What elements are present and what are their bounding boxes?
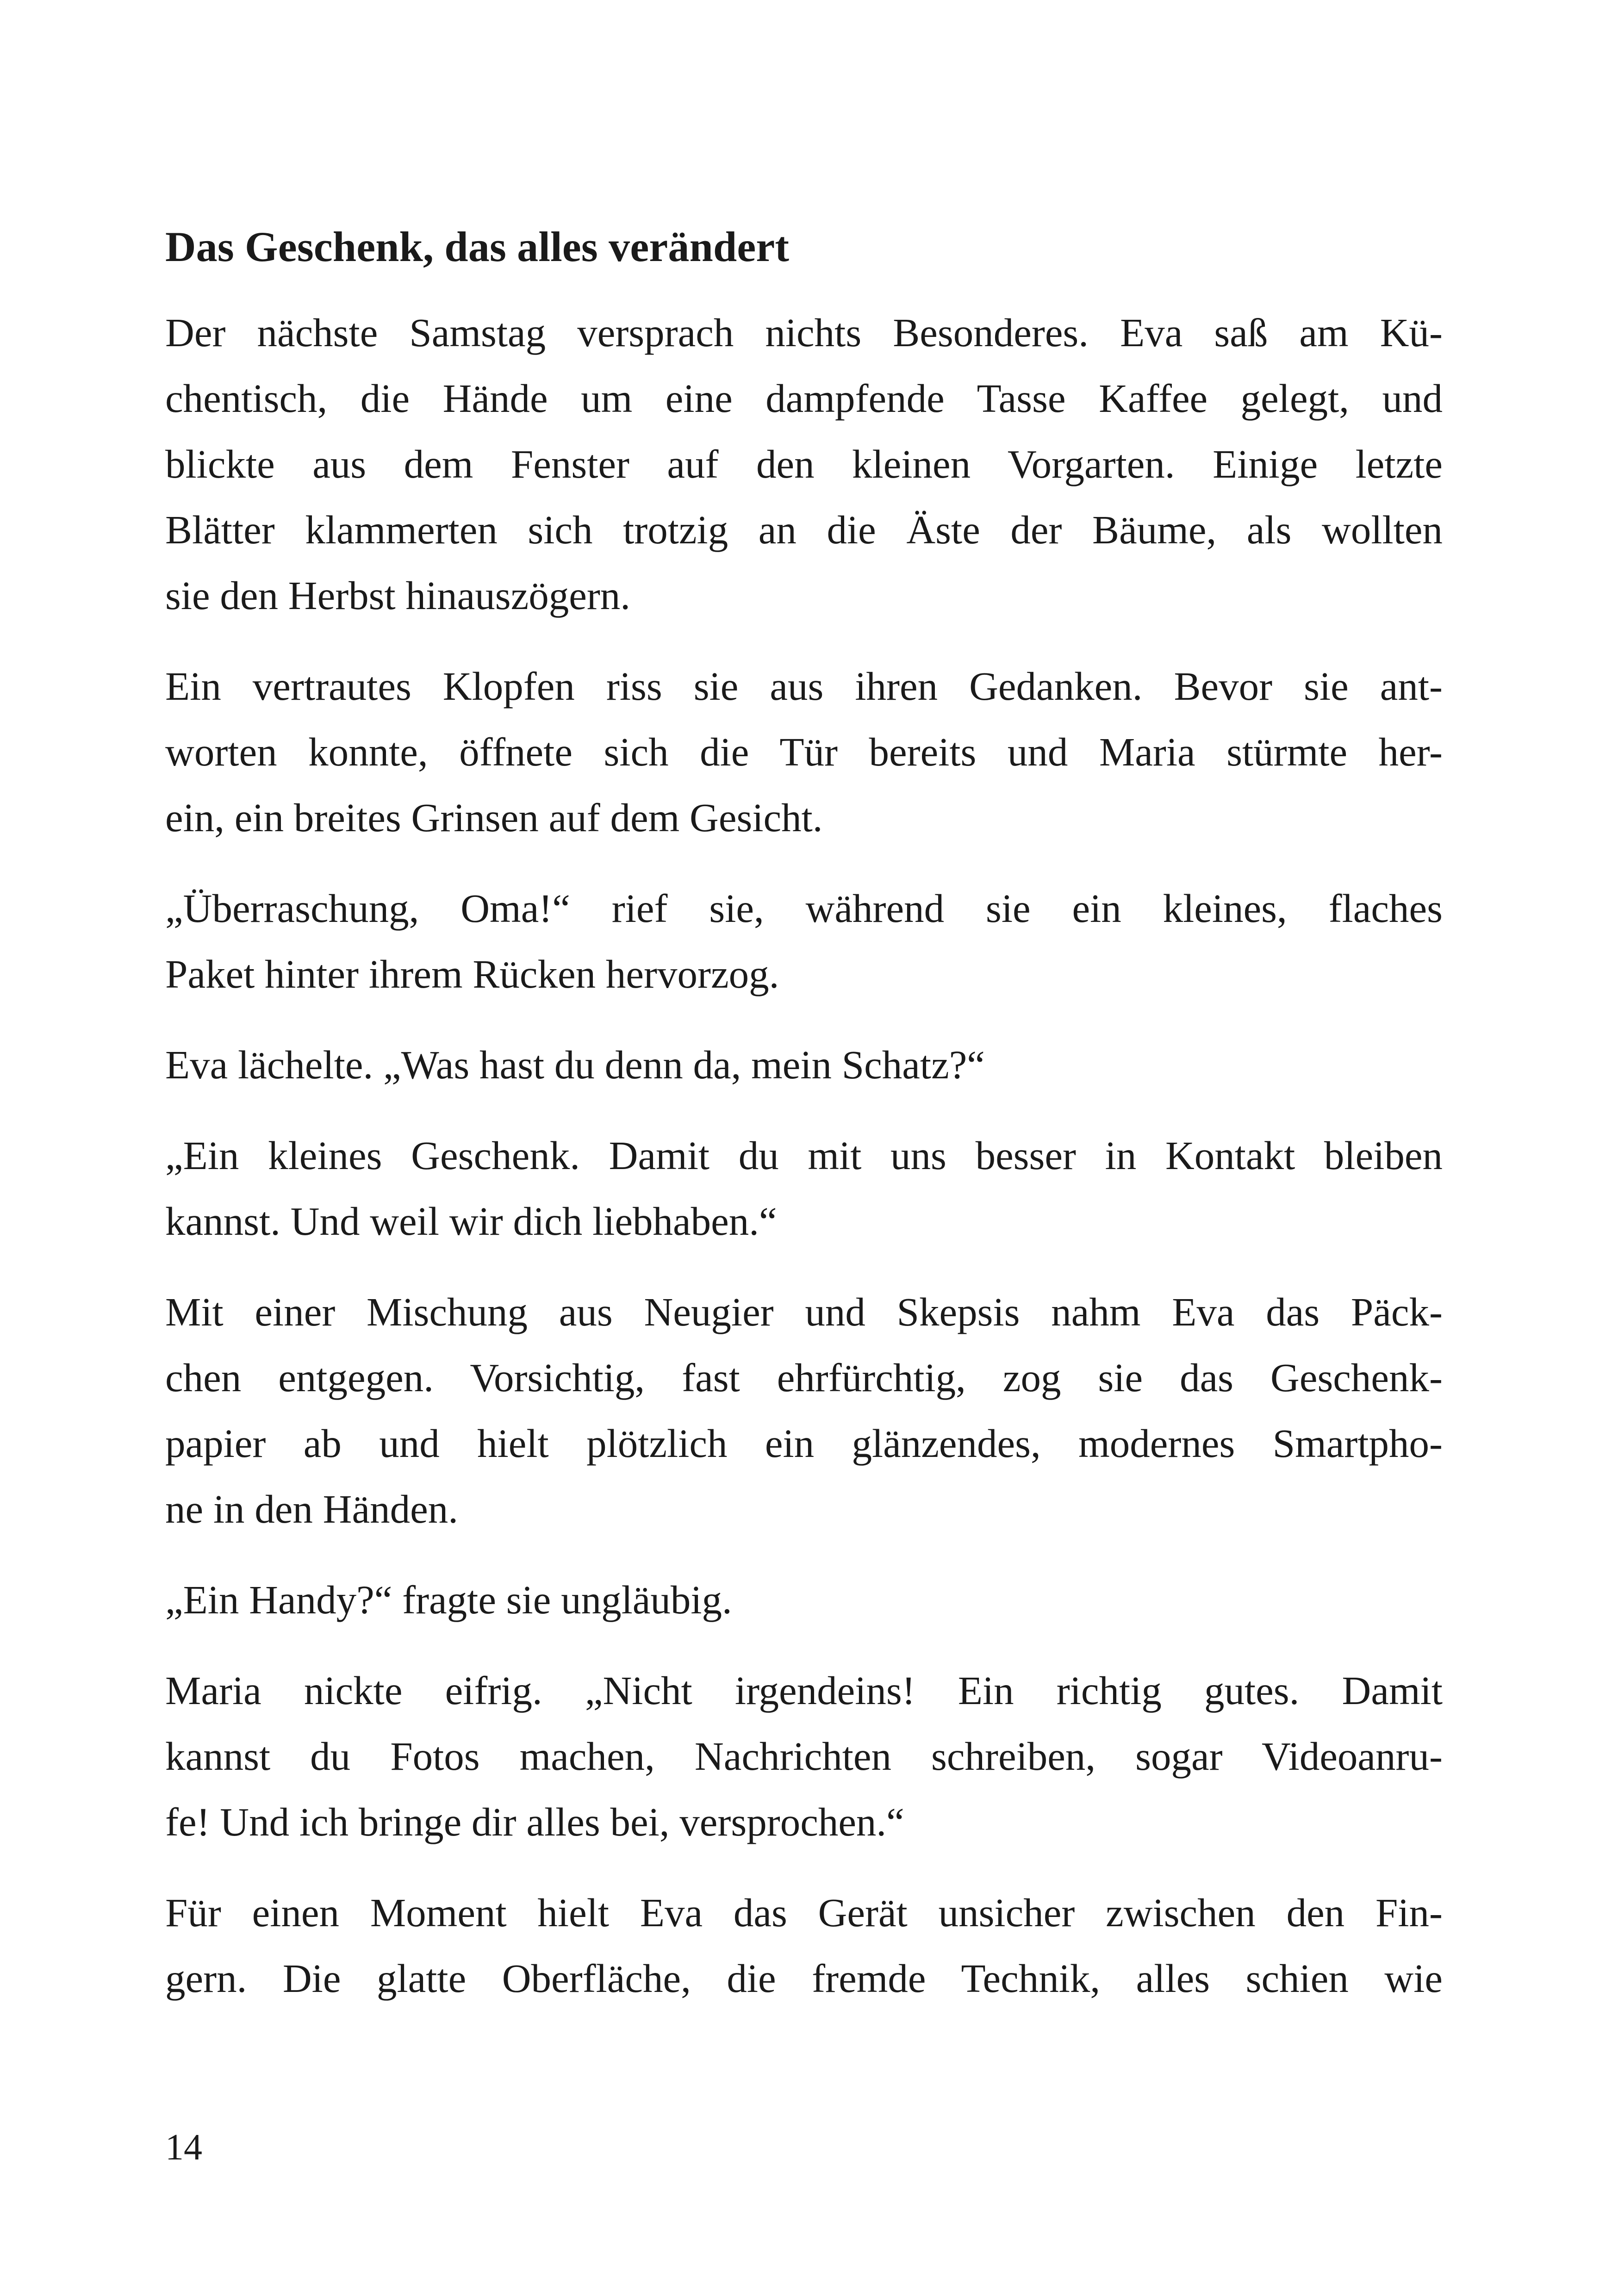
paragraph [165,653,1443,851]
paragraph [165,1567,1443,1633]
text-line: ne in den Händen. [165,1487,458,1531]
paragraph [165,1880,1443,2011]
paragraph [165,1279,1443,1542]
text-line: Der nächste Samstag versprach nichts Besonderes. Eva saß am Kü- [165,310,1443,355]
text-line: chentisch, die Hände um eine dampfende Tasse Kaffee gelegt, und [165,376,1443,421]
paragraph [165,300,1443,628]
text-line: „Ein kleines Geschenk. Damit du mit uns besser in Kontakt bleiben [165,1133,1443,1178]
text-line: Für einen Moment hielt Eva das Gerät unsicher zwischen den Fin- [165,1890,1443,1935]
text-line: Paket hinter ihrem Rücken hervorzog. [165,952,779,996]
text-line: blickte aus dem Fenster auf den kleinen Vorgarten. Einige letzte [165,442,1443,486]
page-number: 14 [165,2127,202,2168]
chapter-title: Das Geschenk, das alles verändert [165,223,790,270]
paragraph [165,1658,1443,1855]
paragraph [165,1032,1443,1098]
text-line: Maria nickte eifrig. „Nicht irgendeins! Ein richtig gutes. Damit [165,1668,1443,1713]
paragraph [165,1123,1443,1254]
text-line: worten konnte, öffnete sich die Tür bereits und Maria stürmte her- [165,729,1443,774]
text-line: Ein vertrautes Klopfen riss sie aus ihren Gedanken. Bevor sie ant- [165,664,1443,709]
text-line: sie den Herbst hinauszögern. [165,573,631,618]
paragraph [165,876,1443,1007]
page-body [165,217,1443,2036]
text-line: Eva lächelte. „Was hast du denn da, mein Schatz?“ [165,1042,985,1087]
text-line: „Ein Handy?“ fragte sie ungläubig. [165,1577,732,1622]
text-line: gern. Die glatte Oberfläche, die fremde Technik, alles schien wie [165,1956,1443,2001]
text-line: kannst du Fotos machen, Nachrichten schreiben, sogar Videoanru- [165,1734,1443,1779]
text-line: Blätter klammerten sich trotzig an die Äste der Bäume, als wollten [165,507,1443,552]
text-line: Mit einer Mischung aus Neugier und Skepsis nahm Eva das Päck- [165,1289,1443,1334]
text-line: ein, ein breites Grinsen auf dem Gesicht. [165,795,823,840]
text-line: kannst. Und weil wir dich liebhaben.“ [165,1199,777,1244]
text-line: papier ab und hielt plötzlich ein glänzendes, modernes Smartpho- [165,1421,1443,1466]
text-line: chen entgegen. Vorsichtig, fast ehrfürchtig, zog sie das Geschenk- [165,1355,1443,1400]
paragraph-list [165,300,1443,2011]
text-line: „Überraschung, Oma!“ rief sie, während sie ein kleines, flaches [165,886,1443,931]
text-line: fe! Und ich bringe dir alles bei, versprochen.“ [165,1799,904,1844]
